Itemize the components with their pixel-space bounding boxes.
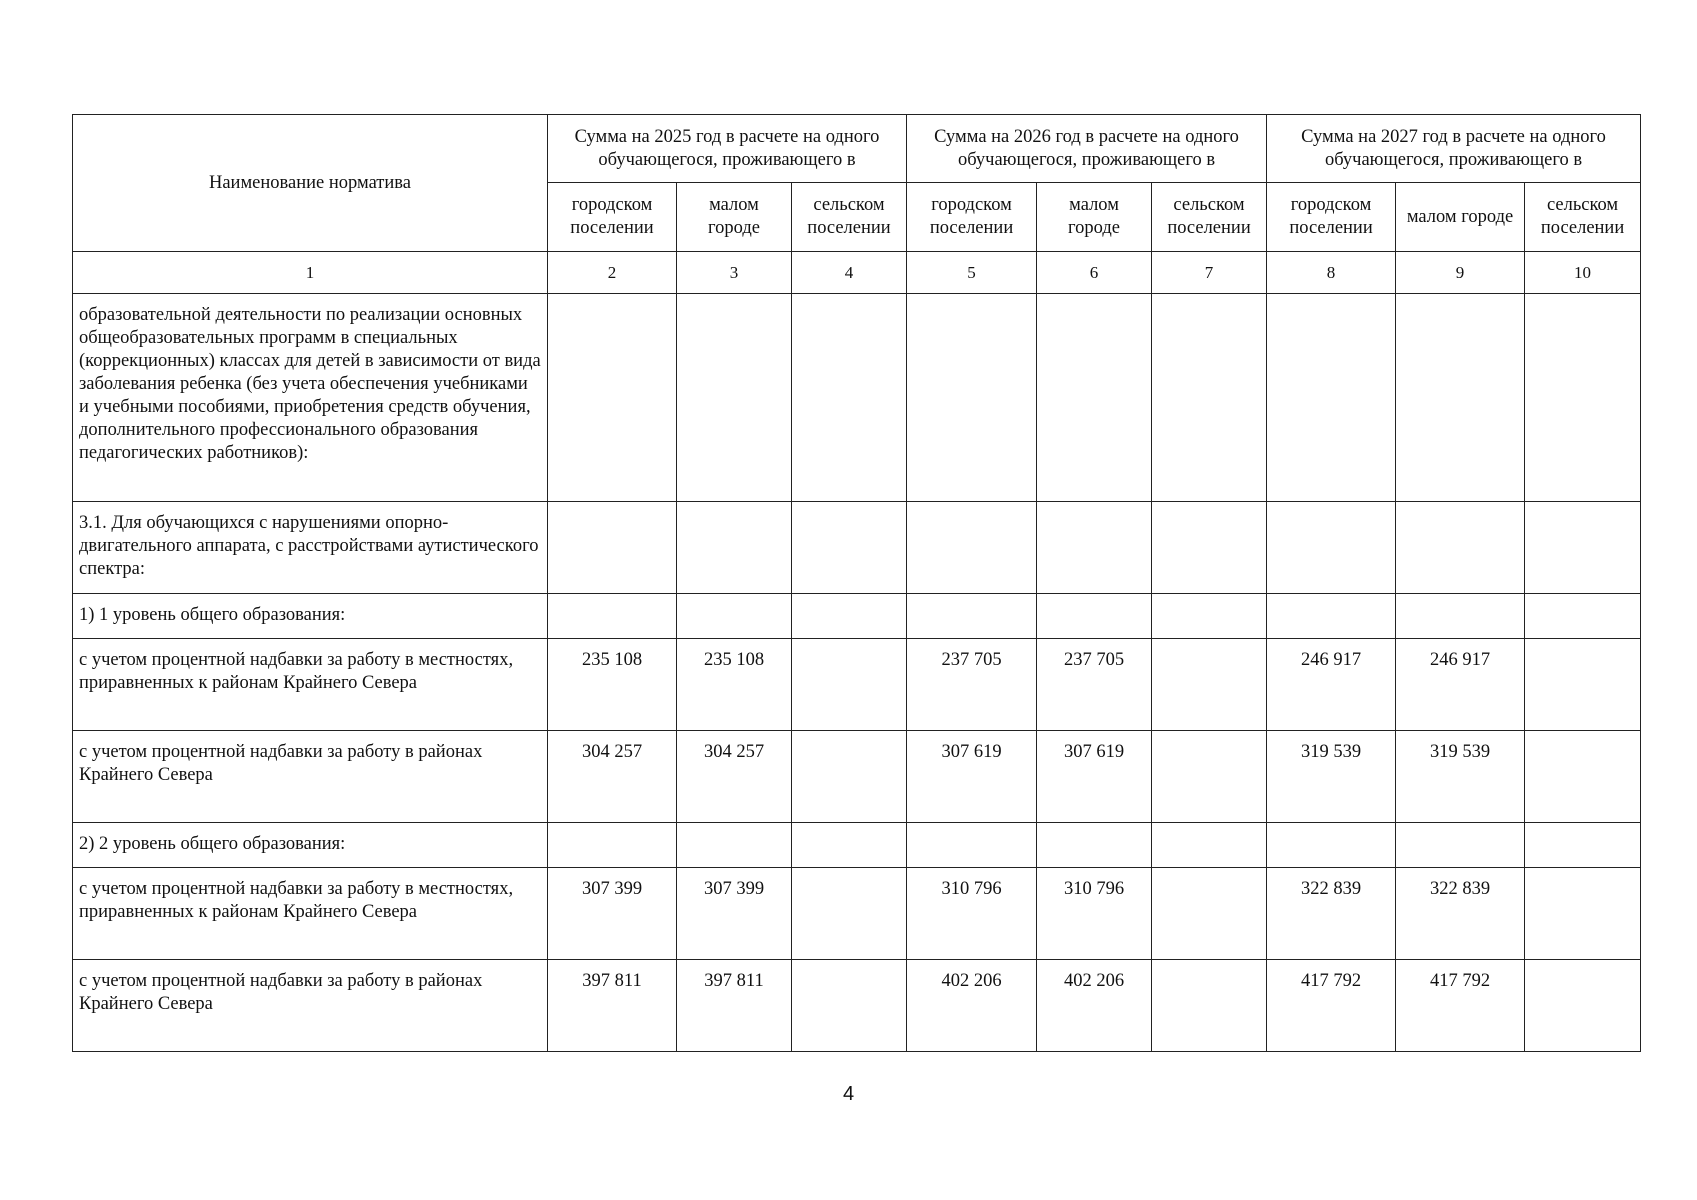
row-name-cell: с учетом процентной надбавки за работу в местностях, приравненных к районам Крайнего Севера: [73, 639, 548, 731]
value-cell: [1525, 823, 1641, 868]
value-cell: [907, 502, 1037, 594]
table-row: [73, 594, 1641, 639]
value-cell: [792, 960, 907, 1052]
value-cell: [1525, 594, 1641, 639]
value-cell: 304 257: [548, 731, 677, 823]
value-cell: [677, 594, 792, 639]
value-cell: 319 539: [1267, 731, 1396, 823]
table-row: [73, 502, 1641, 594]
subcolumn-header: малом городе: [1037, 183, 1152, 252]
value-cell: [1037, 502, 1152, 594]
value-cell: [1037, 294, 1152, 502]
subcolumn-header: сельском поселении: [792, 183, 907, 252]
value-cell: [907, 594, 1037, 639]
column-number-row: [73, 252, 1641, 294]
subcolumn-header: малом городе: [677, 183, 792, 252]
row-name-cell: 3.1. Для обучающихся с нарушениями опорно-двигательного аппарата, с расстройствами аутистического спектра:: [73, 502, 548, 594]
value-cell: [1152, 639, 1267, 731]
row-name-cell: с учетом процентной надбавки за работу в районах Крайнего Севера: [73, 731, 548, 823]
column-number: 5: [907, 252, 1037, 294]
value-cell: [1267, 823, 1396, 868]
value-cell: 322 839: [1396, 868, 1525, 960]
value-cell: 304 257: [677, 731, 792, 823]
row-name-cell: 1) 1 уровень общего образования:: [73, 594, 548, 639]
table-row: [73, 731, 1641, 823]
value-cell: 237 705: [1037, 639, 1152, 731]
column-number: 1: [73, 252, 548, 294]
value-cell: [1525, 502, 1641, 594]
value-cell: 307 619: [1037, 731, 1152, 823]
value-cell: 397 811: [548, 960, 677, 1052]
subcolumn-header: малом городе: [1396, 183, 1525, 252]
value-cell: [792, 868, 907, 960]
row-name-cell: с учетом процентной надбавки за работу в местностях, приравненных к районам Крайнего Севера: [73, 868, 548, 960]
table-row: [73, 868, 1641, 960]
value-cell: 322 839: [1267, 868, 1396, 960]
value-cell: [1267, 294, 1396, 502]
value-cell: [1525, 294, 1641, 502]
value-cell: 246 917: [1396, 639, 1525, 731]
value-cell: 319 539: [1396, 731, 1525, 823]
value-cell: [792, 294, 907, 502]
value-cell: 402 206: [1037, 960, 1152, 1052]
value-cell: [1037, 594, 1152, 639]
table-row: [73, 960, 1641, 1052]
value-cell: [907, 294, 1037, 502]
value-cell: [1396, 502, 1525, 594]
value-cell: 310 796: [1037, 868, 1152, 960]
header-row-groups: [73, 115, 1641, 183]
value-cell: 307 399: [548, 868, 677, 960]
row-name-cell: образовательной деятельности по реализации основных общеобразовательных программ в специальных (коррекционных) классах для детей в зависимости от вида заболевания ребенка (без учета обеспечения учебниками и учебными пособиями, приобретения средств обучения, дополнительного профессионального образования педагогических работников):: [73, 294, 548, 502]
value-cell: [1396, 594, 1525, 639]
table-row: [73, 823, 1641, 868]
column-number: 7: [1152, 252, 1267, 294]
column-number: 2: [548, 252, 677, 294]
value-cell: 307 399: [677, 868, 792, 960]
value-cell: [1525, 868, 1641, 960]
value-cell: [907, 823, 1037, 868]
value-cell: [1396, 294, 1525, 502]
value-cell: [548, 823, 677, 868]
subcolumn-header: сельском поселении: [1152, 183, 1267, 252]
row-name-cell: с учетом процентной надбавки за работу в районах Крайнего Севера: [73, 960, 548, 1052]
value-cell: [1152, 823, 1267, 868]
value-cell: [548, 502, 677, 594]
value-cell: [1037, 823, 1152, 868]
normative-table: [72, 114, 1641, 1052]
value-cell: [792, 502, 907, 594]
value-cell: [1267, 502, 1396, 594]
value-cell: [1525, 639, 1641, 731]
value-cell: [1152, 960, 1267, 1052]
value-cell: [1525, 960, 1641, 1052]
value-cell: 246 917: [1267, 639, 1396, 731]
value-cell: 235 108: [677, 639, 792, 731]
row-name-cell: 2) 2 уровень общего образования:: [73, 823, 548, 868]
table-row: [73, 639, 1641, 731]
value-cell: [792, 731, 907, 823]
column-number: 3: [677, 252, 792, 294]
value-cell: [677, 294, 792, 502]
column-number: 6: [1037, 252, 1152, 294]
subcolumn-header: городском поселении: [1267, 183, 1396, 252]
value-cell: 235 108: [548, 639, 677, 731]
value-cell: 417 792: [1396, 960, 1525, 1052]
column-group-2026: Сумма на 2026 год в расчете на одного обучающегося, проживающего в: [907, 115, 1267, 183]
value-cell: 237 705: [907, 639, 1037, 731]
value-cell: [548, 294, 677, 502]
value-cell: 397 811: [677, 960, 792, 1052]
value-cell: 402 206: [907, 960, 1037, 1052]
column-number: 10: [1525, 252, 1641, 294]
subcolumn-header: городском поселении: [907, 183, 1037, 252]
value-cell: 307 619: [907, 731, 1037, 823]
table-row: [73, 294, 1641, 502]
value-cell: [1152, 502, 1267, 594]
value-cell: [548, 594, 677, 639]
value-cell: [1267, 594, 1396, 639]
subcolumn-header: сельском поселении: [1525, 183, 1641, 252]
column-number: 9: [1396, 252, 1525, 294]
value-cell: [1396, 823, 1525, 868]
value-cell: [1152, 868, 1267, 960]
subcolumn-header: городском поселении: [548, 183, 677, 252]
value-cell: [677, 502, 792, 594]
value-cell: [792, 594, 907, 639]
value-cell: [1152, 731, 1267, 823]
value-cell: 310 796: [907, 868, 1037, 960]
column-number: 4: [792, 252, 907, 294]
value-cell: [792, 823, 907, 868]
column-header-name: Наименование норматива: [73, 115, 548, 252]
value-cell: 417 792: [1267, 960, 1396, 1052]
value-cell: [792, 639, 907, 731]
value-cell: [1525, 731, 1641, 823]
column-group-2027: Сумма на 2027 год в расчете на одного обучающегося, проживающего в: [1267, 115, 1641, 183]
value-cell: [1152, 594, 1267, 639]
value-cell: [677, 823, 792, 868]
value-cell: [1152, 294, 1267, 502]
page-number: 4: [842, 1083, 855, 1105]
column-number: 8: [1267, 252, 1396, 294]
column-group-2025: Сумма на 2025 год в расчете на одного обучающегося, проживающего в: [548, 115, 907, 183]
